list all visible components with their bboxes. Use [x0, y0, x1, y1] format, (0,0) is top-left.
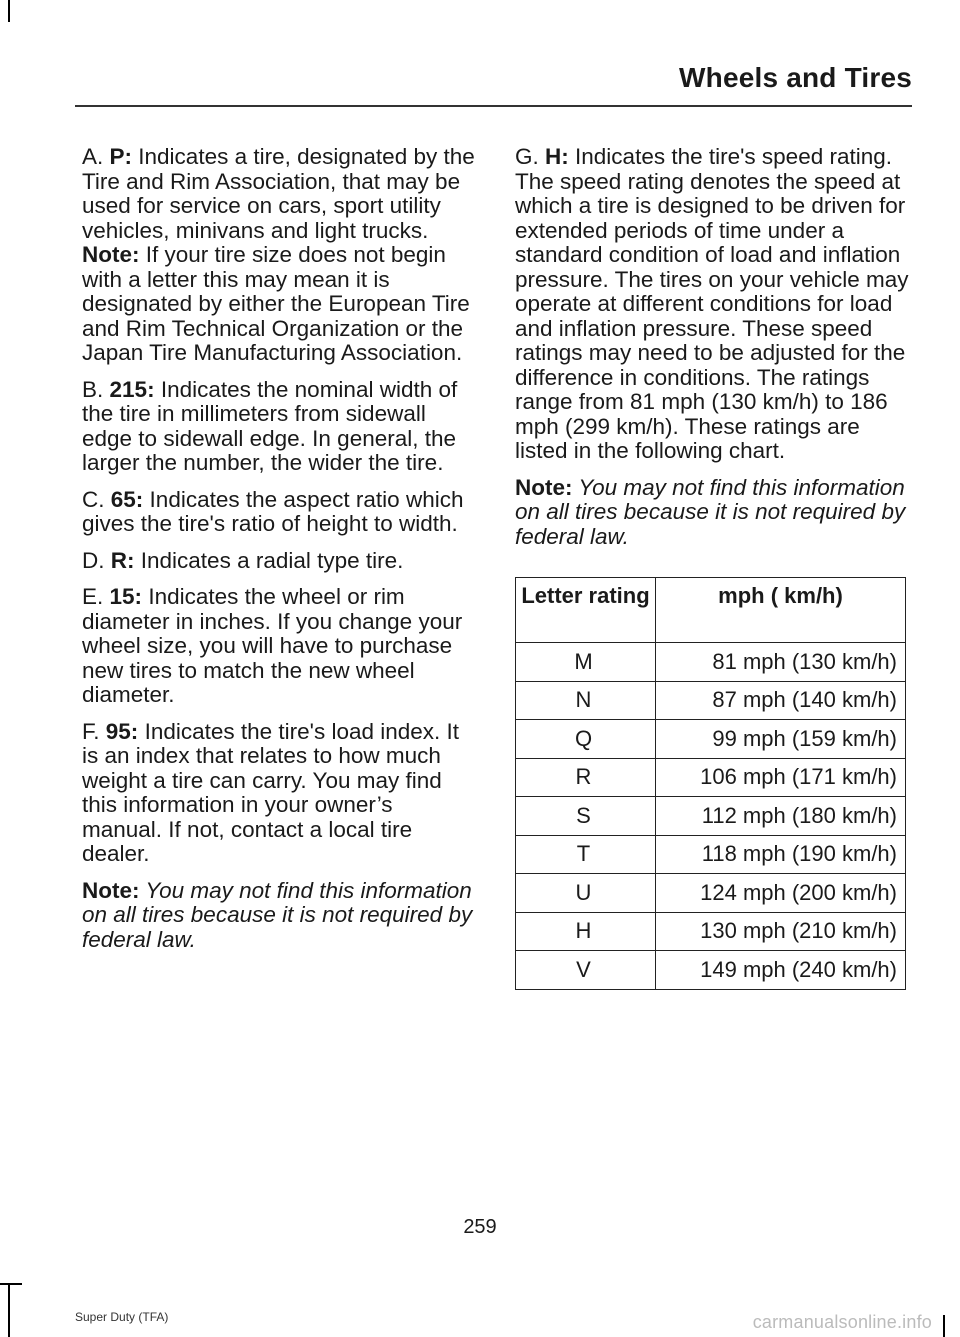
letter-cell: V [516, 951, 656, 990]
table-row [516, 797, 906, 836]
header-letter-rating: Letter rating [516, 578, 656, 643]
speed-cell: 149 mph (240 km/h) [656, 951, 906, 990]
table-row [516, 874, 906, 913]
speed-cell: 81 mph (130 km/h) [656, 643, 906, 682]
table-row [516, 681, 906, 720]
letter-cell: U [516, 874, 656, 913]
page-number: 259 [463, 1216, 497, 1238]
letter-cell: R [516, 758, 656, 797]
letter-cell: N [516, 681, 656, 720]
item-e: E. 15: Indicates the wheel or rim diameter in inches. If you change your wheel size, you will have to purchase new tires to match the new wheel diameter. [82, 584, 463, 707]
crop-mark-bottom-left-horizontal [0, 1283, 22, 1285]
speed-cell: 130 mph (210 km/h) [656, 912, 906, 951]
letter-cell: S [516, 797, 656, 836]
manual-name: Super Duty (TFA) [75, 1310, 169, 1324]
header-divider [75, 105, 912, 107]
item-c: C. 65: Indicates the aspect ratio which gives the tire's ratio of height to width. [82, 486, 464, 536]
left-column [82, 145, 478, 964]
table-row [516, 720, 906, 759]
item-d: D. R: Indicates a radial type tire. [82, 547, 404, 573]
crop-mark-bottom-left-vertical [8, 1283, 10, 1337]
crop-mark-top-left-vertical [8, 0, 10, 22]
table-row [516, 912, 906, 951]
letter-cell: H [516, 912, 656, 951]
table-row [516, 758, 906, 797]
speed-cell: 106 mph (171 km/h) [656, 758, 906, 797]
right-note: Note: You may not find this information on all tires because it is not required by federal law. [515, 474, 906, 549]
speed-cell: 118 mph (190 km/h) [656, 835, 906, 874]
speed-cell: 87 mph (140 km/h) [656, 681, 906, 720]
letter-cell: Q [516, 720, 656, 759]
item-b: B. 215: Indicates the nominal width of the tire in millimeters from sidewall edge to sidewall edge. In general, the larger the number, the wider the tire. [82, 376, 458, 475]
table-row [516, 643, 906, 682]
letter-cell: M [516, 643, 656, 682]
letter-cell: T [516, 835, 656, 874]
item-f: F. 95: Indicates the tire's load index. It is an index that relates to how much weight a tire can carry. You may find this information in your owner’s manual. If not, contact a local tire dealer. [82, 718, 460, 866]
speed-cell: 99 mph (159 km/h) [656, 720, 906, 759]
speed-cell: 124 mph (200 km/h) [656, 874, 906, 913]
left-note: Note: You may not find this information on all tires because it is not required by federal law. [82, 877, 473, 952]
speed-rating-table [515, 577, 906, 990]
speed-table-body [516, 643, 906, 990]
right-column [515, 145, 909, 990]
crop-mark-bottom-right-vertical [943, 1315, 945, 1337]
watermark-text: carmanualsonline.info [752, 1312, 932, 1332]
item-g: G. H: Indicates the tire's speed rating. The speed rating denotes the speed at which a tire is designed to be driven for extended periods of time under a standard condition of load and inflation pressure. The tires on your vehicle may operate at different conditions for load and inflation pressure. These speed ratings may need to be adjusted for the difference in conditions. The ratings range from 81 mph (130 km/h) to 186 mph (299 km/h). These ratings are listed in the following chart. [515, 144, 909, 463]
header-speed: mph ( km/h) [656, 578, 906, 643]
page-title: Wheels and Tires [679, 62, 912, 93]
item-a: A. P: Indicates a tire, designated by the Tire and Rim Association, that may be used for service on cars, sport utility vehicles, minivans and light trucks. Note: If your tire size does not begin with a letter this may mean it is designated by either the European Tire and Rim Technical Organization or the Japan Tire Manufacturing Association. [82, 144, 475, 365]
table-row [516, 951, 906, 990]
table-row [516, 835, 906, 874]
speed-cell: 112 mph (180 km/h) [656, 797, 906, 836]
table-header-row [516, 578, 906, 643]
